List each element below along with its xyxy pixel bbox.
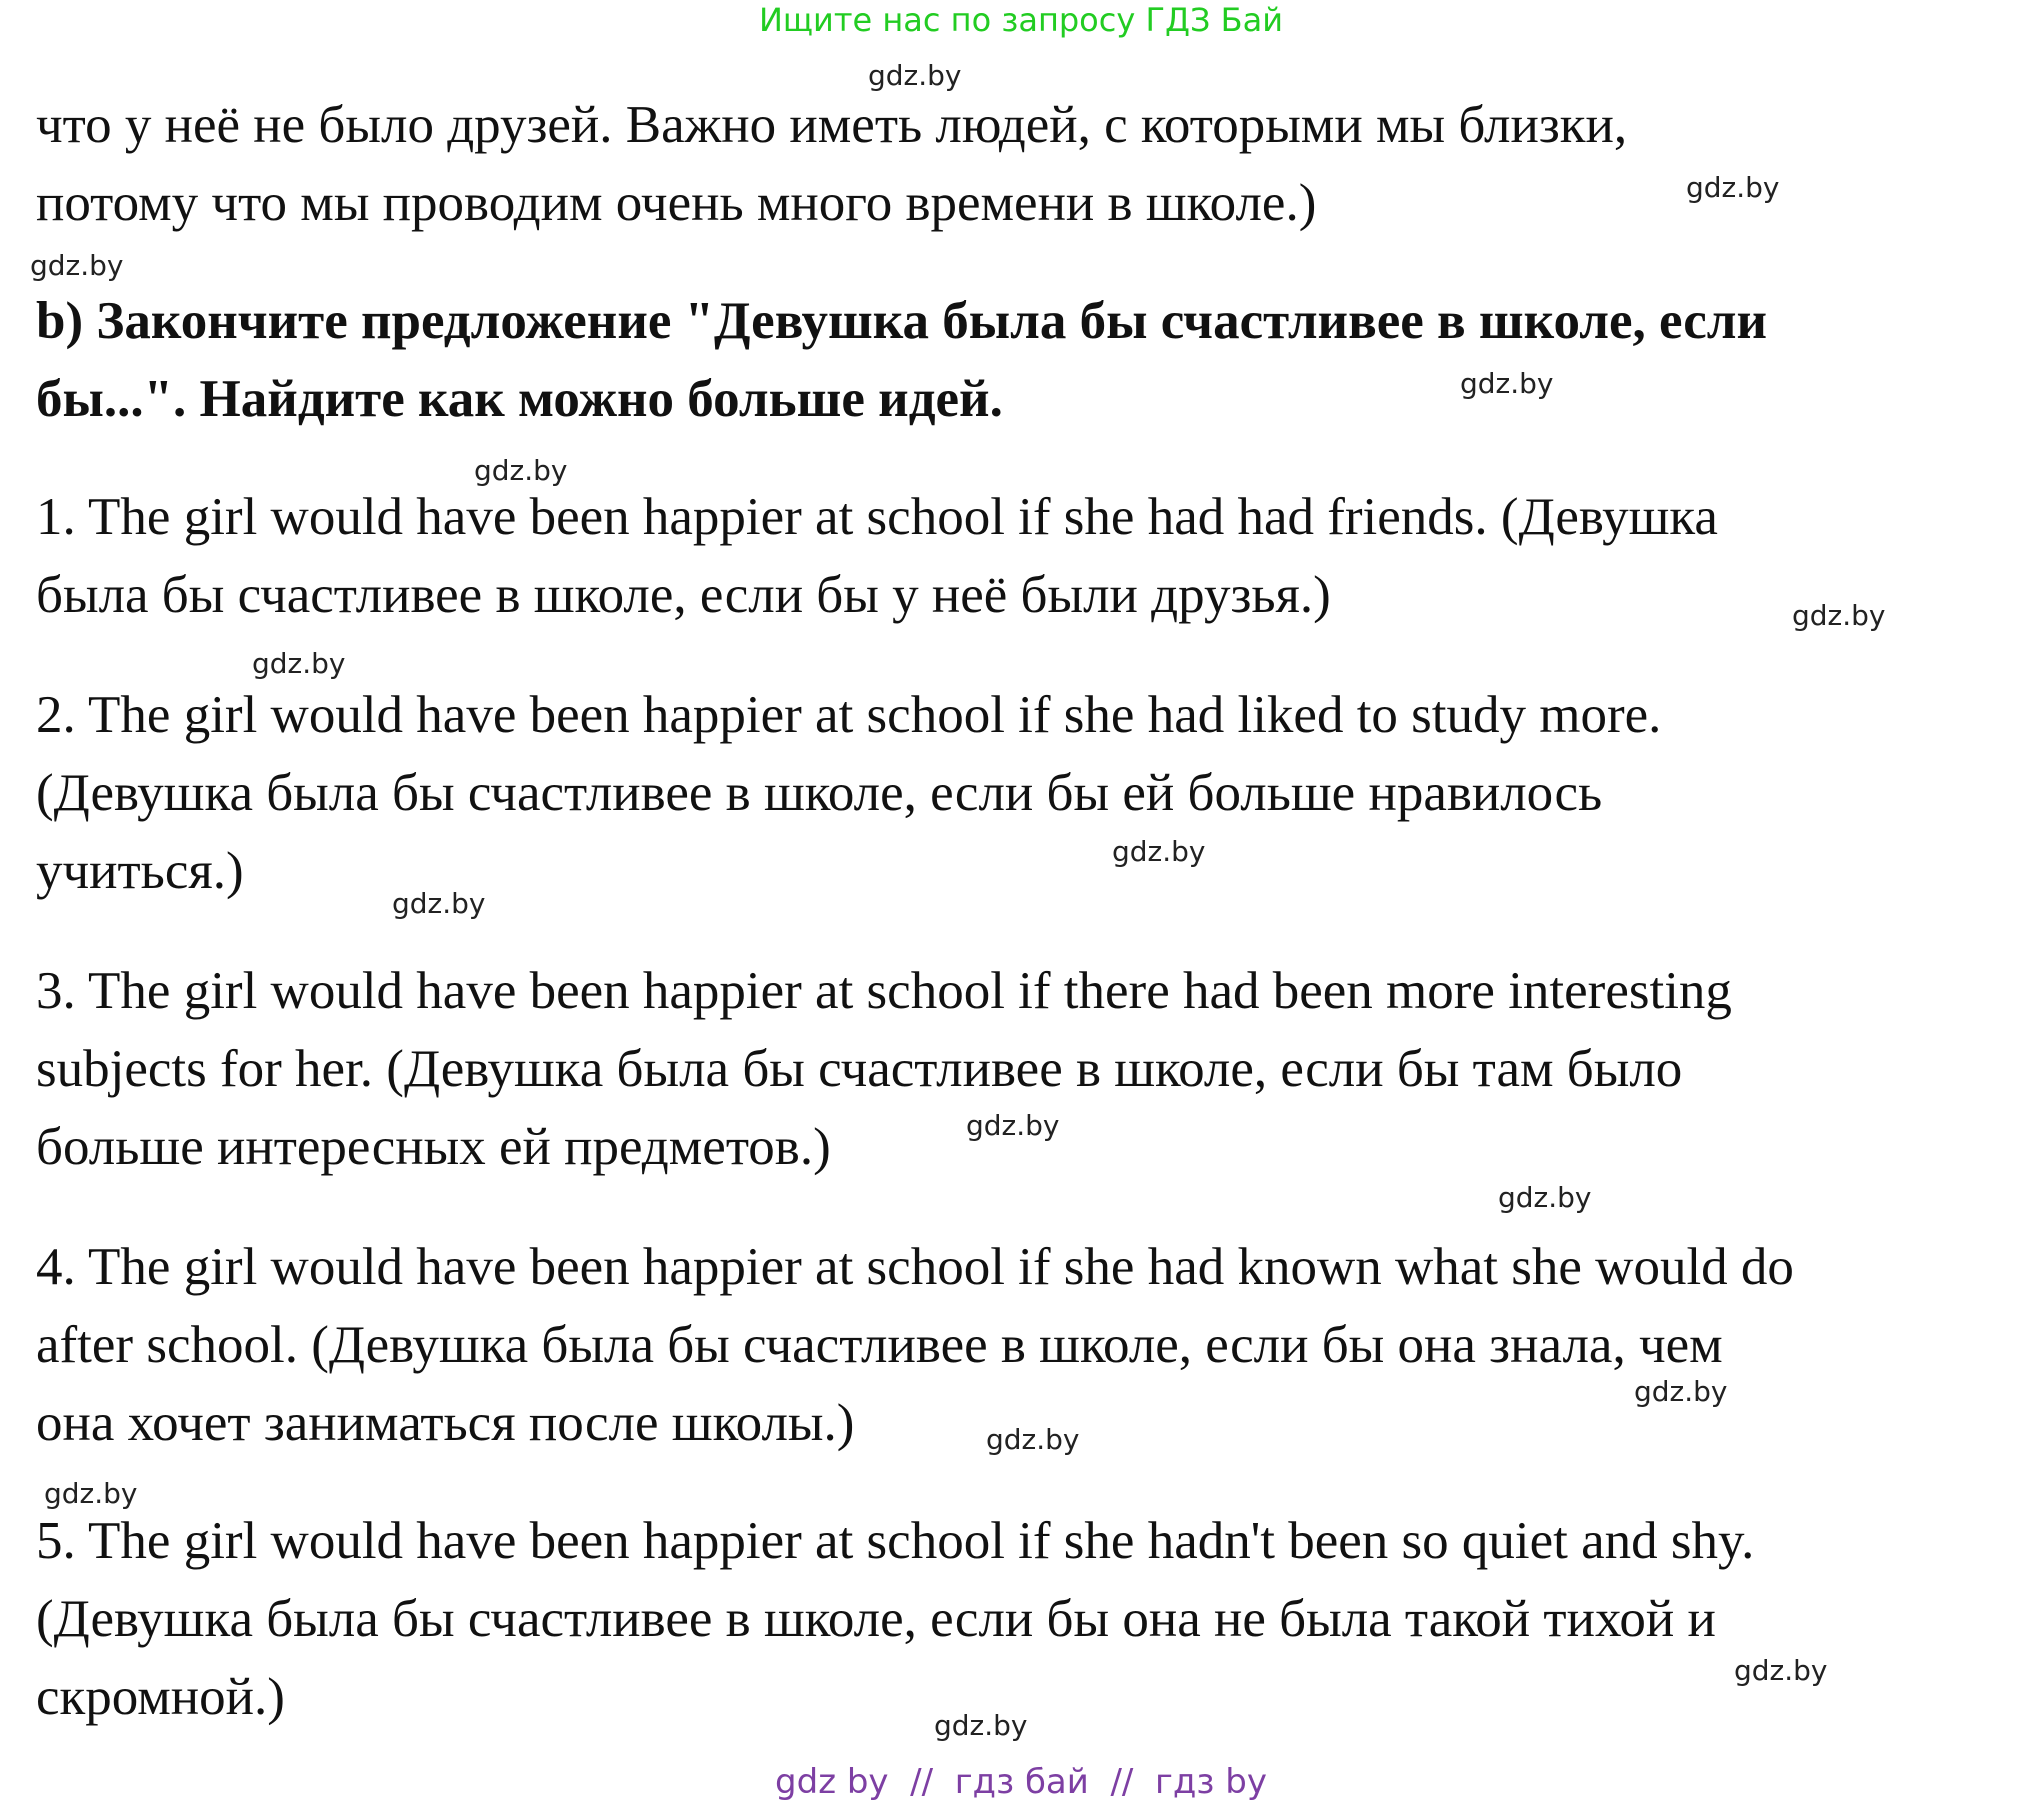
watermark: gdz.by bbox=[1734, 1654, 1828, 1687]
intro-line-2: потому что мы проводим очень много времени в школе.) bbox=[36, 174, 1317, 232]
answer-3-line-1: 3. The girl would have been happier at school if there had been more interesting bbox=[36, 962, 1732, 1020]
watermark: gdz.by bbox=[868, 59, 962, 92]
intro-line-1: что у неё не было друзей. Важно иметь людей, с которыми мы близки, bbox=[36, 96, 1628, 154]
watermark: gdz.by bbox=[44, 1477, 138, 1510]
watermark: gdz.by bbox=[1634, 1375, 1728, 1408]
answer-1-line-2: была бы счастливее в школе, если бы у неё были друзья.) bbox=[36, 566, 1331, 624]
answer-2-line-2: (Девушка была бы счастливее в школе, если бы ей больше нравилось bbox=[36, 764, 1603, 822]
watermark: gdz.by bbox=[966, 1109, 1060, 1142]
search-hint-banner: Ищите нас по запросу ГДЗ Бай bbox=[758, 1, 1284, 39]
watermark: gdz.by bbox=[1112, 835, 1206, 868]
watermark: gdz.by bbox=[1792, 599, 1886, 632]
watermark: gdz.by bbox=[392, 887, 486, 920]
watermark: gdz.by bbox=[934, 1709, 1028, 1742]
task-b-heading-line-1: b) Закончите предложение "Девушка была бы счастливее в школе, если bbox=[36, 292, 1767, 350]
answer-5-line-1: 5. The girl would have been happier at school if she hadn't been so quiet and shy. bbox=[36, 1512, 1755, 1570]
answer-3-line-3: больше интересных ей предметов.) bbox=[36, 1118, 831, 1176]
watermark: gdz.by bbox=[474, 454, 568, 487]
answer-5-line-2: (Девушка была бы счастливее в школе, если бы она не была такой тихой и bbox=[36, 1590, 1716, 1648]
watermark: gdz.by bbox=[986, 1423, 1080, 1456]
watermark: gdz.by bbox=[252, 647, 346, 680]
answer-1-line-1: 1. The girl would have been happier at school if she had had friends. (Девушка bbox=[36, 488, 1718, 546]
footer-site-links: gdz by // гдз бай // гдз by bbox=[775, 1762, 1267, 1802]
watermark: gdz.by bbox=[1460, 367, 1554, 400]
answer-2-line-3: учиться.) bbox=[36, 842, 244, 900]
watermark: gdz.by bbox=[1686, 171, 1780, 204]
answer-4-line-1: 4. The girl would have been happier at school if she had known what she would do bbox=[36, 1238, 1794, 1296]
answer-2-line-1: 2. The girl would have been happier at school if she had liked to study more. bbox=[36, 686, 1662, 744]
answer-4-line-3: она хочет заниматься после школы.) bbox=[36, 1394, 855, 1452]
answer-3-line-2: subjects for her. (Девушка была бы счастливее в школе, если бы там было bbox=[36, 1040, 1683, 1098]
watermark: gdz.by bbox=[30, 249, 124, 282]
answer-5-line-3: скромной.) bbox=[36, 1668, 285, 1726]
watermark: gdz.by bbox=[1498, 1181, 1592, 1214]
answer-4-line-2: after school. (Девушка была бы счастливее в школе, если бы она знала, чем bbox=[36, 1316, 1723, 1374]
task-b-heading-line-2: бы...". Найдите как можно больше идей. bbox=[36, 370, 1003, 428]
